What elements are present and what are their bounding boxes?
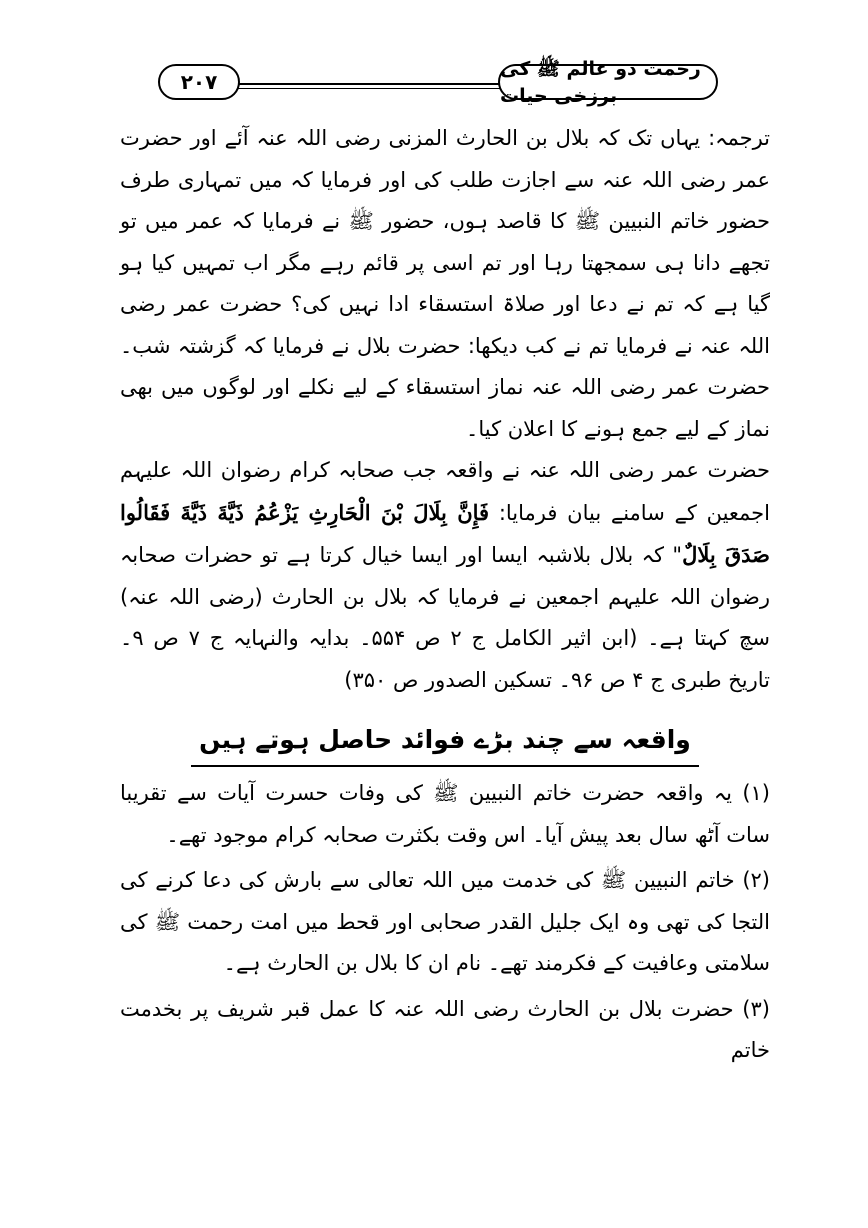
section-subheading: واقعہ سے چند بڑے فوائد حاصل ہوتے ہیں (191, 719, 699, 767)
subheading-container (120, 719, 770, 767)
numbered-point: (۳) حضرت بلال بن الحارث رضی اللہ عنہ کا عمل قبر شریف پر بخدمت خاتم (120, 996, 770, 1062)
page-header (158, 58, 718, 107)
numbered-point: (۱) یہ واقعہ حضرت خاتم النبیین ﷺ کی وفات حسرت آیات سے تقریبا سات آٹھ سال بعد پیش آیا۔ اس وقت بکثرت صحابہ کرام موجود تھے۔ (120, 781, 770, 847)
header-rule (234, 83, 504, 89)
page-number-badge (158, 64, 240, 100)
running-title: رحمت دو عالم ﷺ کی برزخی حیات (500, 58, 701, 107)
page-number: ۲۰۷ (180, 70, 218, 94)
running-title-badge (498, 58, 718, 107)
paragraph-text: حضرت عمر رضی اللہ عنہ نے واقعہ جب صحابہ کرام رضوان اللہ علیہم اجمعین کے سامنے بیان فرمایا: (120, 458, 770, 525)
paragraph (120, 450, 770, 701)
paragraph-text: ترجمہ: یہاں تک کہ بلال بن الحارث المزنی رضی اللہ عنہ آئے اور حضرت عمر رضی اللہ عنہ سے اجازت طلب کی اور فرمایا کہ میں تمہاری طرف حضور خاتم النبیین ﷺ کا قاصد ہوں، حضور ﷺ نے فرمایا کہ عمر میں تو تجھے دانا ہی سمجھتا رہا اور تم اسی پر قائم رہے مگر اب تمہیں کیا ہو گیا ہے کہ تم نے دعا اور صلاۃ استسقاء ادا نہیں کی؟ حضرت عمر رضی اللہ عنہ نے فرمایا تم نے کب دیکھا: حضرت بلال نے فرمایا کہ گزشتہ شب۔ حضرت عمر رضی اللہ عنہ نماز استسقاء کے لیے نکلے اور لوگوں میں بھی نماز کے لیے جمع ہونے کا اعلان کیا۔ (120, 126, 770, 441)
arabic-quote: فَإِنَّ بِلَالَ بْنَ الْحَارِثِ يَزْعُمُ ذَيَّةَ ذَيَّةَ فَقَالُوا صَدَقَ بِلَالٌ (120, 499, 770, 567)
page-body (120, 118, 770, 1072)
paragraph (120, 118, 770, 450)
paragraph-text: " کہ بلال بلاشبہ ایسا اور ایسا خیال کرتا ہے تو حضرات صحابہ رضوان اللہ علیہم اجمعین نے فرمایا کہ بلال بن الحارث (رضی اللہ عنہ) سچ کہتا ہے۔ (ابن اثیر الکامل ج ۲ ص ۵۵۴۔ بدایہ والنہایہ ج ۷ ص ۹۔ تاریخ طبری ج ۴ ص ۹۶۔ تسکین الصدور ص ۳۵۰) (120, 543, 770, 692)
numbered-point: (۲) خاتم النبیین ﷺ کی خدمت میں اللہ تعالی سے بارش کی دعا کرنے کی التجا کی تھی وہ ایک جلیل القدر صحابی اور قحط میں امت رحمت ﷺ کی سلامتی وعافیت کے فکرمند تھے۔ نام ان کا بلال بن الحارث ہے۔ (120, 868, 770, 975)
